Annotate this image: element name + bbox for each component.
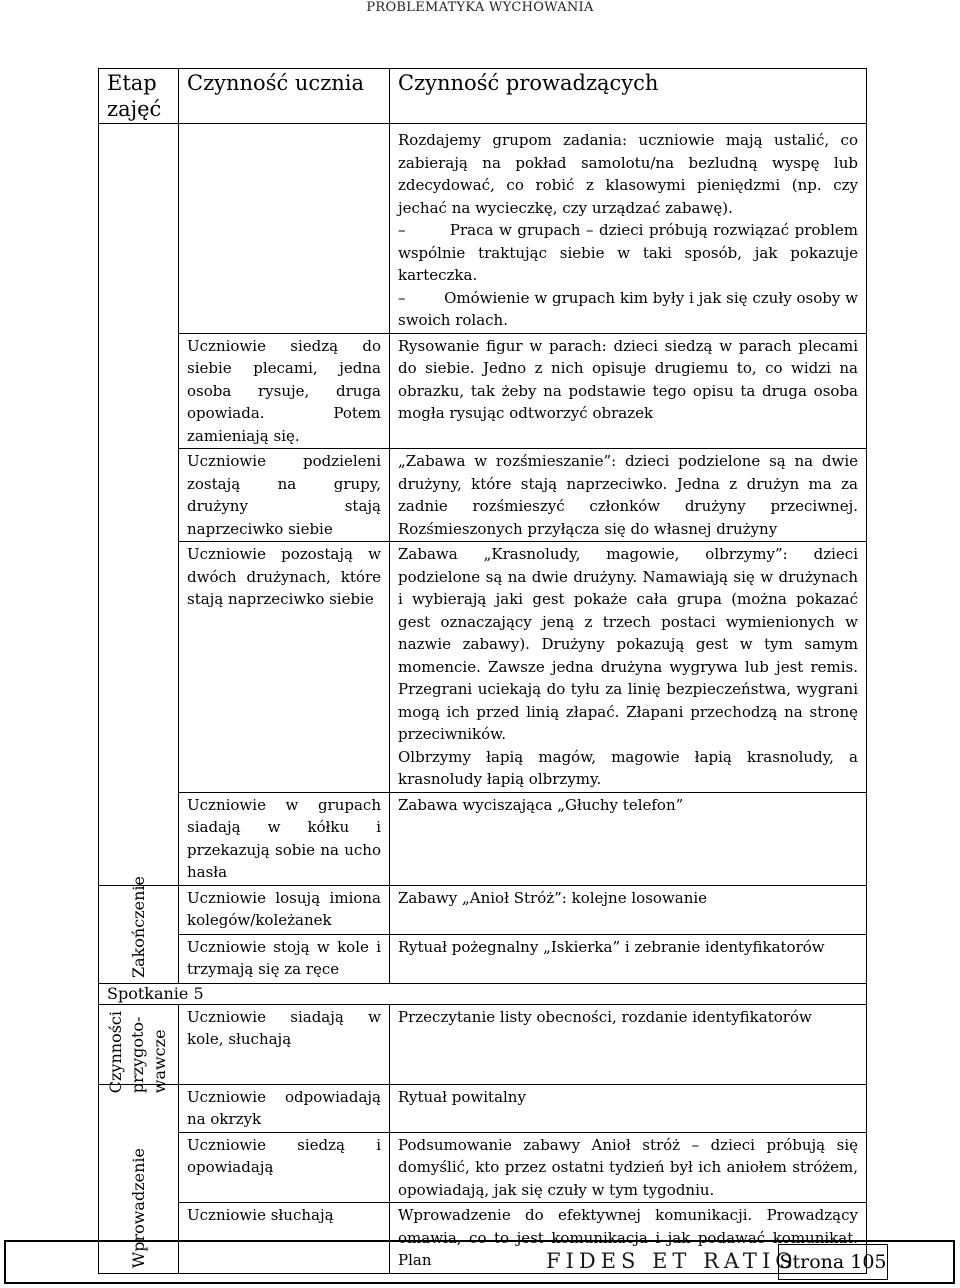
stage-label-zakonczenie: Zakończenie [128, 876, 148, 979]
table-row [99, 792, 867, 885]
header-student-activity: Czynność ucznia [179, 69, 390, 124]
table-row [99, 449, 867, 542]
student-cell: Uczniowie odpowiadają na okrzyk [179, 1084, 390, 1132]
stage-cell-main [99, 124, 179, 886]
leader-cell: Zabawa wyciszająca „Głuchy telefon” [390, 792, 867, 885]
leader-cell: Wprowadzenie do efektywnej komunikacji. Prowadzący omawia, co to jest komunikacja i jak podawać komunikat. Plan [390, 1203, 867, 1274]
leader-paragraph: Zabawa „Krasnoludy, magowie, olbrzymy”: dzieci podzielone są na dwie drużyny. Namawiają się w drużynach i wybierają jaki gest pokaże cała grupa (można pokazać gest oznaczający jeną z trzech postaci wymienionych w nazwie zabawy). Drużyny pokazują gest w tym samym momencie. Zawsze jedna drużyna wygrywa lub jest remis. Przegrani uciekają do tyłu za linię bezpieczeństwa, wygrani mogą ich przed linią złapać. Złapani przechodzą na stronę przeciwników. [398, 545, 858, 743]
stage-label-wprowadzenie: Wprowadzenie [128, 1148, 148, 1269]
student-cell: Uczniowie siedzą i opowiadają [179, 1132, 390, 1203]
running-head: PROBLEMATYKA WYCHOWANIA [366, 0, 594, 15]
table-row [99, 124, 867, 334]
student-cell: Uczniowie losują imiona kolegów/koleżanek [179, 885, 390, 934]
margin-mark [866, 437, 867, 457]
table-row [99, 1132, 867, 1203]
table-row [99, 542, 867, 793]
header-stage: Etap zajęć [99, 69, 179, 124]
table-header-row [99, 69, 867, 124]
student-cell: Uczniowie siadają w kole, słuchają [179, 1004, 390, 1084]
stage-label-line: Czynności [106, 1010, 125, 1093]
leader-cell: Zabawy „Anioł Stróż”: kolejne losowanie [390, 885, 867, 934]
student-cell: Uczniowie podzieleni zostają na grupy, drużyny stają naprzeciwko siebie [179, 449, 390, 542]
table-row [99, 885, 867, 934]
leader-dash-item: – Praca w grupach – dzieci próbują rozwiązać problem wspólnie traktując siebie w taki sposób, jak pokazuje karteczka. [398, 221, 858, 284]
leader-paragraph: Olbrzymy łapią magów, magowie łapią krasnoludy, a krasnoludy łapią olbrzymy. [398, 747, 858, 788]
student-cell: Uczniowie siedzą do siebie plecami, jedna osoba rysuje, druga opowiada. Potem zamieniają się. [179, 333, 390, 449]
table-row [99, 333, 867, 449]
stage-label-line: wawcze [150, 1028, 169, 1093]
leader-cell [390, 124, 867, 334]
stage-cell-czynnosci [99, 1004, 179, 1093]
session-label: Spotkanie 5 [99, 983, 867, 1004]
leader-cell [390, 542, 867, 793]
footer-brand: FIDES ET RATIO [546, 1249, 798, 1273]
leader-dash-item: – Omówienie w grupach kim były i jak się czuły osoby w swoich rolach. [398, 288, 858, 329]
leader-cell: „Zabawa w rozśmieszanie”: dzieci podzielone są na dwie drużyny, które stają naprzeciwko. Jedna z drużyn ma za zadnie rozśmieszyć członków drużyny przeciwnej. Rozśmieszonych przyłącza się do własnej drużyny [390, 449, 867, 542]
student-cell: Uczniowie słuchają [179, 1203, 390, 1274]
student-cell [179, 124, 390, 334]
leader-cell: Podsumowanie zabawy Anioł stróż – dzieci próbują się domyślić, kto przez ostatni tydzień był ich aniołem stróżem, opowiadają, jak się czuły w tym tygodniu. [390, 1132, 867, 1203]
leader-paragraph: Rozdajemy grupom zadania: uczniowie mają ustalić, co zabierają na pokład samolotu/na bezludną wyspę lub zdecydować, co robić z klasowymi pieniędzmi (np. czy jechać na wycieczkę, czy urządzać zabawę). [398, 131, 858, 217]
lesson-plan-table [98, 68, 867, 1274]
student-cell: Uczniowie stoją w kole i trzymają się za ręce [179, 934, 390, 983]
stage-label-czynnosci [107, 1011, 169, 1093]
leader-cell: Rytuał powitalny [390, 1084, 867, 1132]
page-number: Strona 105 [778, 1244, 888, 1280]
stage-cell-zakonczenie [99, 876, 179, 983]
table-row [99, 1004, 867, 1084]
session-row [99, 983, 867, 1004]
header-leader-activity: Czynność prowadzących [390, 69, 867, 124]
table-row [99, 934, 867, 983]
student-cell: Uczniowie w grupach siadają w kółku i przekazują sobie na ucho hasła [179, 792, 390, 885]
leader-cell: Rysowanie figur w parach: dzieci siedzą w parach plecami do siebie. Jedno z nich opisuje drugiemu to, co widzi na obrazku, tak żeby na podstawie tego opisu ta druga osoba mogła rysując odtworzyć obrazek [390, 333, 867, 449]
table-row [99, 1084, 867, 1132]
student-cell: Uczniowie pozostają w dwóch drużynach, które stają naprzeciwko siebie [179, 542, 390, 793]
leader-cell: Rytuał pożegnalny „Iskierka” i zebranie identyfikatorów [390, 934, 867, 983]
stage-label-line: przygoto- [128, 1016, 147, 1093]
leader-cell: Przeczytanie listy obecności, rozdanie identyfikatorów [390, 1004, 867, 1084]
